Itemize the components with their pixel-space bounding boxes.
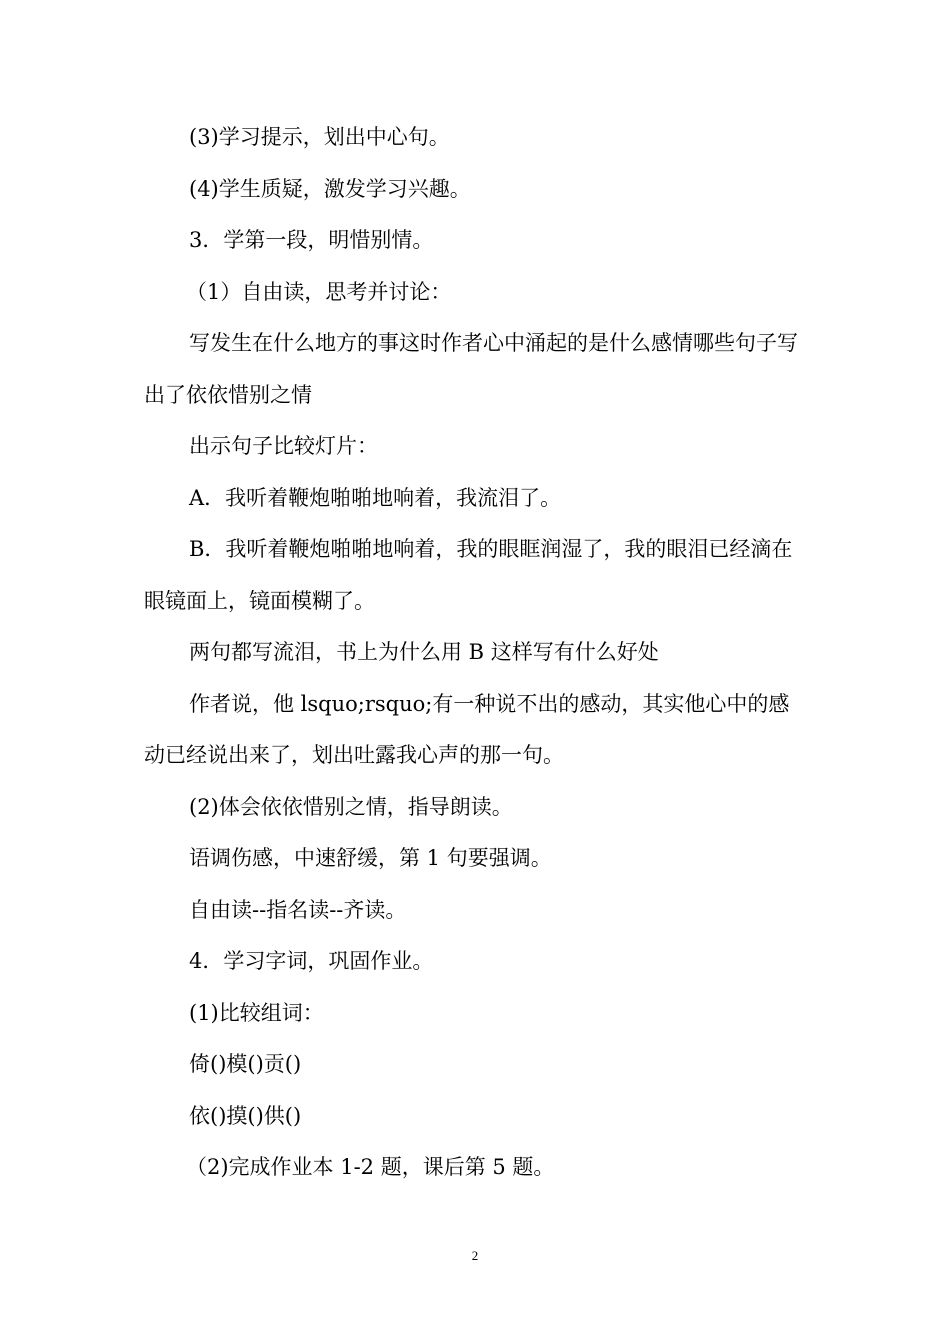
- paragraph: （1）自由读，思考并讨论：: [186, 279, 452, 304]
- paragraph: （2)完成作业本 1-2 题，课后第 5 题。: [186, 1155, 555, 1179]
- paragraph: (2)体会依依惜别之情，指导朗读。: [189, 794, 513, 819]
- paragraph: 出示句子比较灯片：: [189, 434, 378, 458]
- paragraph: 依()摸()供(): [189, 1103, 302, 1128]
- document-body: [144, 112, 804, 1194]
- paragraph: (4)学生质疑，激发学习兴趣。: [189, 176, 471, 201]
- paragraph: A．我听着鞭炮啪啪地响着，我流泪了。: [189, 485, 562, 510]
- paragraph: 倚()模()贡(): [189, 1052, 302, 1076]
- paragraph: B．我听着鞭炮啪啪地响着，我的眼眶润湿了，我的眼泪已经滴在眼镜面上，镜面模糊了。: [144, 537, 793, 613]
- paragraph: 语调伤感，中速舒缓，第 1 句要强调。: [189, 846, 552, 870]
- paragraph: 两句都写流泪，书上为什么用 B 这样写有什么好处: [189, 640, 659, 664]
- paragraph: 作者说，他 lsquo;rsquo;有一种说不出的感动，其实他心中的感动已经说出来了，划出吐露我心声的那一句。: [144, 691, 790, 767]
- paragraph: 自由读--指名读--齐读。: [189, 897, 407, 922]
- paragraph: 3．学第一段，明惜别情。: [189, 228, 434, 252]
- page-number: 2: [471, 1248, 479, 1263]
- paragraph: 4．学习字词，巩固作业。: [189, 949, 434, 973]
- paragraph: 写发生在什么地方的事这时作者心中涌起的是什么感情哪些句子写出了依依惜别之情: [144, 331, 798, 407]
- paragraph: (3)学习提示，划出中心句。: [189, 125, 450, 149]
- paragraph: (1)比较组词：: [189, 1000, 324, 1025]
